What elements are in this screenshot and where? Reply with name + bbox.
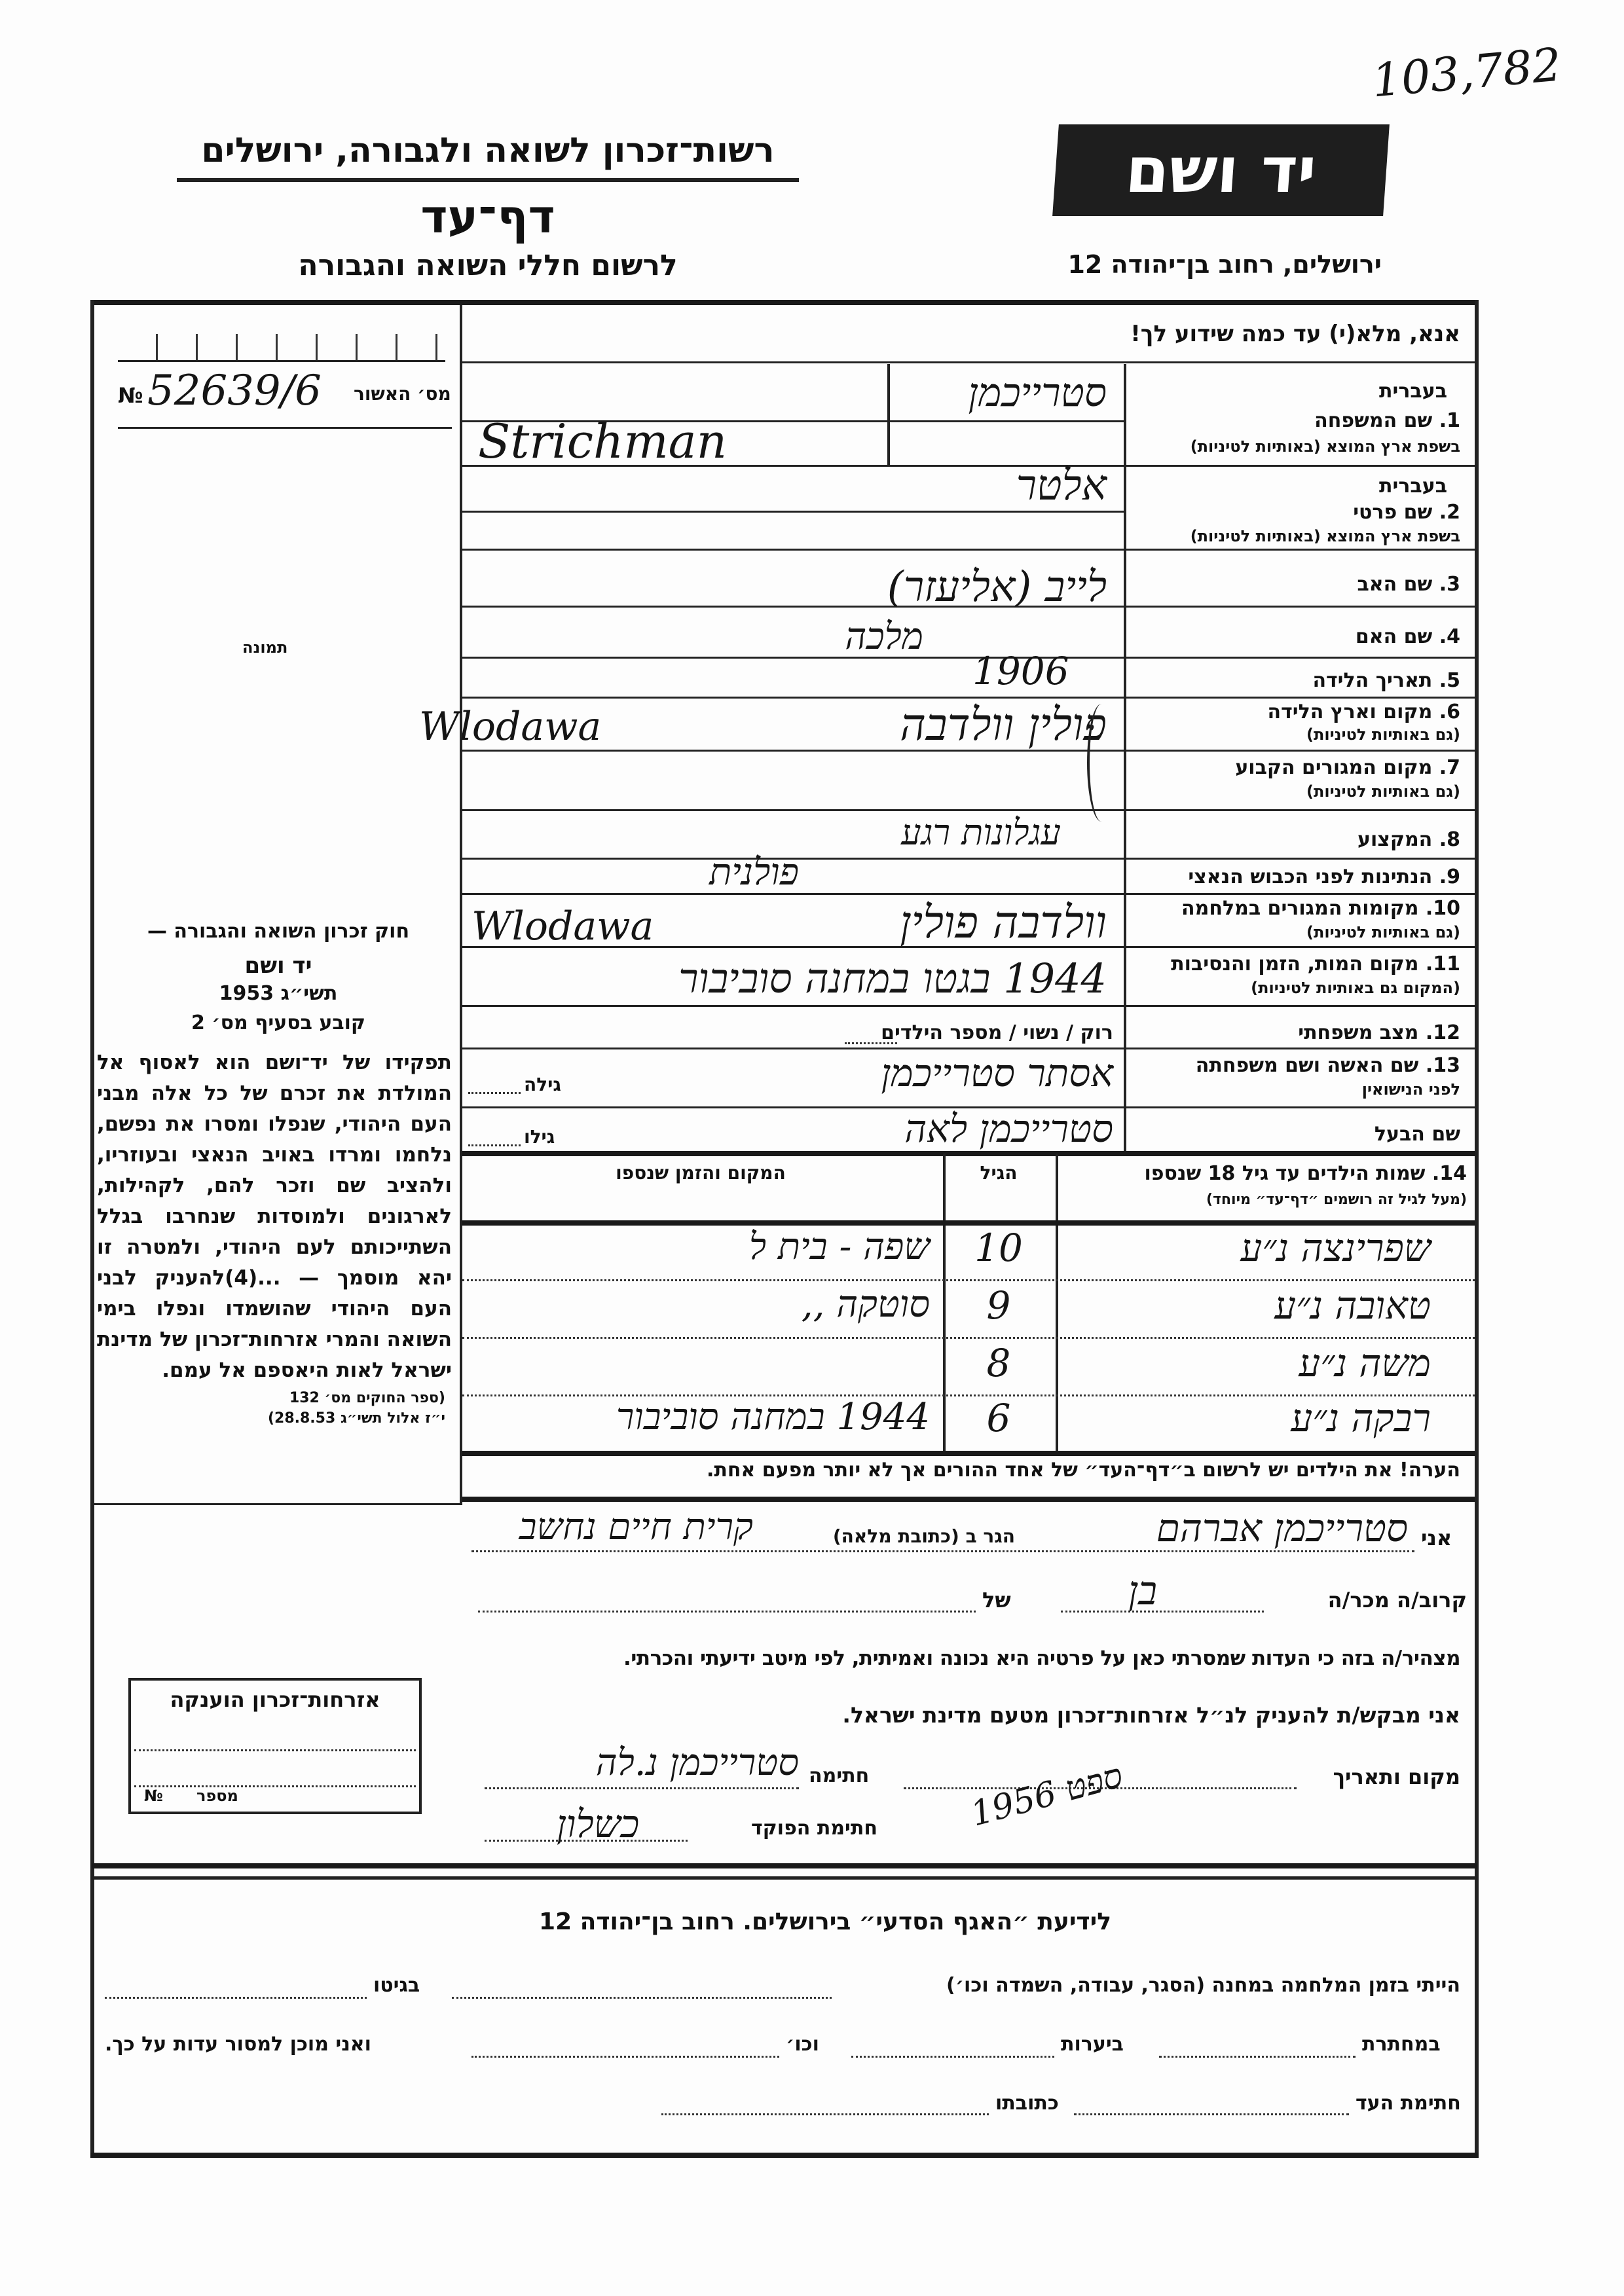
divider [92, 1863, 1477, 1868]
etc-label: וכו׳ [786, 2033, 819, 2056]
law-reference-date: י״ז אלול תשי״ג 28.8.53) [267, 1410, 445, 1427]
husband-age-line[interactable] [468, 1144, 521, 1146]
profession[interactable]: עגלונות רגע [901, 812, 1061, 853]
address: ירושלים, רחוב בן־יהודה 12 [1067, 250, 1382, 279]
photo-label: תמונה [242, 638, 288, 657]
child-place[interactable]: סוטקה ,, [801, 1283, 930, 1326]
family-name-latin[interactable]: Strichman [478, 414, 727, 469]
logo-text: יד ושם [1123, 134, 1319, 207]
camp-line[interactable] [452, 1997, 832, 1999]
mother-name[interactable]: מלכה [845, 615, 923, 658]
official-signature: כשלון [557, 1802, 640, 1846]
field-label-mother: 4. שם האם [1355, 625, 1460, 648]
camp-label: הייתי בזמן המלחמה במחנה (הסגר, עבודה, השמדה וכו׳) [946, 1974, 1460, 1997]
divider [462, 511, 1124, 513]
husband-name[interactable]: סטרייכמן לאה [904, 1106, 1113, 1151]
witness-address-label: כתובתו [995, 2092, 1059, 2115]
field-label-family-name: 1. שם המשפחה [1314, 409, 1460, 432]
relative-label: קרוב/ה מכר/ה [1327, 1588, 1467, 1613]
divider [462, 1048, 1475, 1049]
line [478, 1611, 976, 1613]
divider [462, 1005, 1475, 1007]
field-label-wife: 13. שם האשה ושם משפחתה [1195, 1054, 1460, 1077]
approval-prefix: № [118, 383, 143, 408]
address-label: הגר ב (כתובת מלאה) [832, 1525, 1015, 1547]
field-label-residence: 7. מקום המגורים הקבוע [1235, 756, 1460, 779]
stamp-number-label: מספר [196, 1787, 238, 1805]
child-place[interactable]: 1944 במחנה סוביבור [616, 1396, 930, 1438]
marital-options[interactable]: רוק / נשוי / מספר הילדים [881, 1021, 1113, 1044]
wife-name[interactable]: אסתר סטרייכמן [881, 1051, 1113, 1095]
hebrew-tag: בעברית [1379, 475, 1447, 498]
yad-vashem-logo [1052, 124, 1390, 216]
row-divider [462, 1337, 1475, 1339]
underground-label: במחתרת [1362, 2033, 1441, 2056]
form-title: דף־עד [420, 190, 555, 244]
same-as-brace [1087, 704, 1116, 822]
children-header: 14. שמות הילדים עד גיל 18 שנספו [1144, 1162, 1467, 1185]
witness-address-line[interactable] [661, 2113, 989, 2115]
field-sub: (המקום גם באותיות לטיניות) [1251, 979, 1460, 997]
field-label-profession: 8. המקצוע [1357, 828, 1460, 851]
father-name[interactable]: לייב (אליעזר) [887, 563, 1107, 611]
child-age[interactable]: 6 [986, 1396, 1011, 1440]
field-label-birth-date: 5. תאריך הלידה [1312, 669, 1460, 692]
frame-top [92, 300, 1479, 305]
divider [462, 809, 1475, 811]
law-text: תפקידו של יד־ושם הוא לאסוף אל המולדת את זכרם של כל אלה מבני העם היהודי, שנפלו ומסרו את נפשם, נלחמו ומרדו באויב הנאצי ובעוזריו, ולהציב שם וזכר להם, לקהילות, לארגונים ולמוסדות שנחרבו בגלל השתייכותם לעם היהודי, ולמטרה זו יהא מוסמך — ...(4)להעניק לבני העם היהודי שהושמדו ונפלו בימי השואה והמרי אזרחות־זכרון של מדינת ישראל לאות היאספם אל עמם. [97, 1051, 452, 1382]
child-name[interactable]: שפרינצה נ״ע [1240, 1226, 1431, 1270]
official-label: חתימת הפוקד [751, 1817, 877, 1840]
children-header-sub: (מעל לגיל זה רושמים ״דף־עד״ מיוחד) [1206, 1192, 1467, 1208]
field-label-first-name: 2. שם פרטי [1353, 501, 1460, 524]
witness-signature-line[interactable] [1074, 2113, 1349, 2115]
child-age[interactable]: 9 [986, 1283, 1011, 1328]
divider [92, 1876, 1477, 1880]
age-header: הגיל [980, 1162, 1018, 1184]
signature-line[interactable] [485, 1787, 799, 1789]
field-label-marital-status: 12. מצב משפחתי [1298, 1021, 1460, 1044]
birthplace-hebrew[interactable]: פולין וולדבה [900, 699, 1107, 751]
etc-line[interactable] [471, 2056, 779, 2058]
divider [462, 1451, 1475, 1456]
declarant-name[interactable]: סטרייכמן אברהם [1156, 1506, 1408, 1550]
birth-date[interactable]: 1906 [972, 649, 1069, 693]
field-sub: (גם באותיות לטיניות) [1306, 725, 1460, 744]
marital-line [845, 1042, 897, 1044]
wife-age-line[interactable] [468, 1092, 521, 1094]
child-age[interactable]: 8 [986, 1341, 1011, 1385]
of-label: של [982, 1588, 1011, 1613]
divider [462, 1220, 1475, 1226]
field-sub: (גם באותיות לטיניות) [1306, 923, 1460, 941]
row-divider [462, 1279, 1475, 1281]
declarant-address[interactable]: קרית חיים נחשב [519, 1506, 753, 1548]
law-reference: (ספר החוקים מס׳ 132 [289, 1390, 445, 1406]
children-note: הערה! את הילדים יש לרשום ב״דף־העד״ של אחד ההורים אך לא יותר מפעם אחת. [707, 1459, 1460, 1482]
law-name: יד ושם [244, 953, 312, 979]
field-label-father: 3. שם האב [1357, 573, 1460, 596]
approval-number: 52639/6 [147, 367, 322, 415]
child-name[interactable]: רבקה נ״ע [1291, 1396, 1431, 1440]
authority-name: רשות־זכרון לשואה ולגבורה, ירושלים [201, 131, 775, 170]
death-details[interactable]: 1944 בגטו במחנה סוביבור [678, 955, 1107, 1002]
stamp-line [134, 1749, 416, 1751]
divider [92, 1503, 462, 1505]
divider [462, 1497, 1475, 1502]
label-column-divider [1124, 364, 1126, 1152]
divider [462, 697, 1475, 699]
citizenship-request: אני מבקש/ת להעניק לנ״ל אזרחות־זכרון מטעם מדינת ישראל. [842, 1702, 1460, 1728]
nationality[interactable]: פולנית [709, 851, 799, 894]
ghetto-label: בגיטו [373, 1974, 420, 1997]
wife-age-label: גילה [524, 1074, 561, 1095]
value-divider [887, 364, 890, 465]
signature-label: חתימה [809, 1764, 870, 1787]
approval-tick-row [118, 334, 445, 362]
law-clause: קובע בסעיף מס׳ 2 [191, 1011, 366, 1034]
bottom-title: לידיעת ״האגף הסדעי״ בירושלים. רחוב בן־יהודה 12 [539, 1908, 1111, 1935]
child-name[interactable]: טאובה נ״ע [1274, 1283, 1431, 1328]
stamp-line [134, 1785, 416, 1787]
field-sub: (גם באותיות לטיניות) [1306, 782, 1460, 801]
instruction: אנא, מלא(י) עד כמה שידוע לך! [1130, 321, 1460, 347]
children-col-divider [943, 1154, 946, 1453]
field-label-nationality: 9. הנתינות לפני הכבוש הנאצי [1188, 866, 1460, 888]
stamp-no-sign: № [144, 1787, 163, 1805]
wartime-residence-hebrew[interactable]: וולדבה פולין [900, 897, 1107, 949]
witness-signature-label: חתימת העד [1356, 2092, 1461, 2115]
field-sub: לפני הנישואין [1361, 1080, 1460, 1099]
children-col-divider [1056, 1154, 1058, 1453]
divider [118, 427, 452, 429]
ghetto-line[interactable] [105, 1997, 367, 1999]
law-column [97, 1048, 452, 1427]
date-stamp: 1956 ספט [967, 1756, 1127, 1834]
hebrew-tag: בעברית [1379, 380, 1447, 403]
forests-line[interactable] [851, 2056, 1054, 2058]
field-sub: בשפת ארץ המוצא (באותיות לטיניות) [1190, 437, 1460, 456]
form-subtitle: לרשום חללי השואה והגבורה [298, 249, 678, 282]
underground-line[interactable] [1159, 2056, 1356, 2058]
first-name[interactable]: אלטר [1016, 462, 1107, 510]
willing-to-testify: ואני מוכן למסור עדות על כך. [105, 2033, 371, 2056]
declaration-statement: מצהיר/ה בזה כי העדות שמסרתי כאן על פרטיה היא נכונה ואמיתית, לפי מיטב ידיעתי והכרתי. [623, 1647, 1460, 1670]
birthplace-latin[interactable]: Wlodawa [419, 704, 602, 750]
frame-bottom [90, 2153, 1479, 2158]
field-label-death: 11. מקום המות, הזמן והנסיבות [1171, 953, 1460, 975]
field-sub: בשפת ארץ המוצא (באותיות לטיניות) [1190, 527, 1460, 545]
place-header: המקום והזמן שנספו [616, 1162, 786, 1184]
law-year: תשי״ג 1953 [219, 982, 338, 1005]
forests-label: ביערות [1061, 2033, 1124, 2056]
field-label-husband: שם הבעל [1374, 1123, 1460, 1146]
place-date-label: מקום ותאריך [1333, 1764, 1460, 1789]
line [471, 1550, 1414, 1552]
divider [462, 549, 1475, 551]
relation[interactable]: בן [1128, 1568, 1158, 1614]
husband-age-label: גילו [524, 1126, 555, 1148]
field-label-birthplace: 6. מקום וארץ הלידה [1267, 701, 1460, 723]
divider [462, 657, 1475, 659]
wartime-residence-latin[interactable]: Wlodawa [471, 903, 654, 949]
child-name[interactable]: משה נ״ע [1299, 1341, 1431, 1385]
child-place[interactable]: שפה - בית ל [748, 1226, 930, 1268]
header-underline [177, 178, 799, 182]
approval-label: מס׳ האשור [354, 383, 451, 405]
child-age[interactable]: 10 [974, 1226, 1023, 1270]
divider [462, 1151, 1475, 1156]
field-label-wartime-residence: 10. מקומות המגורים במלחמה [1181, 897, 1460, 920]
family-name-hebrew[interactable]: סטרייכמן [968, 370, 1107, 416]
signature: סטרייכמן נ.לה [595, 1741, 799, 1784]
law-title: חוק זכרון השואה והגבורה — [147, 920, 410, 943]
i-label: אני [1421, 1525, 1452, 1550]
archive-number: 103,782 [1369, 37, 1564, 108]
citizenship-stamp-box [128, 1678, 422, 1814]
divider [462, 361, 1475, 363]
stamp-title: אזרחות־זכרון הוענקה [170, 1687, 380, 1712]
